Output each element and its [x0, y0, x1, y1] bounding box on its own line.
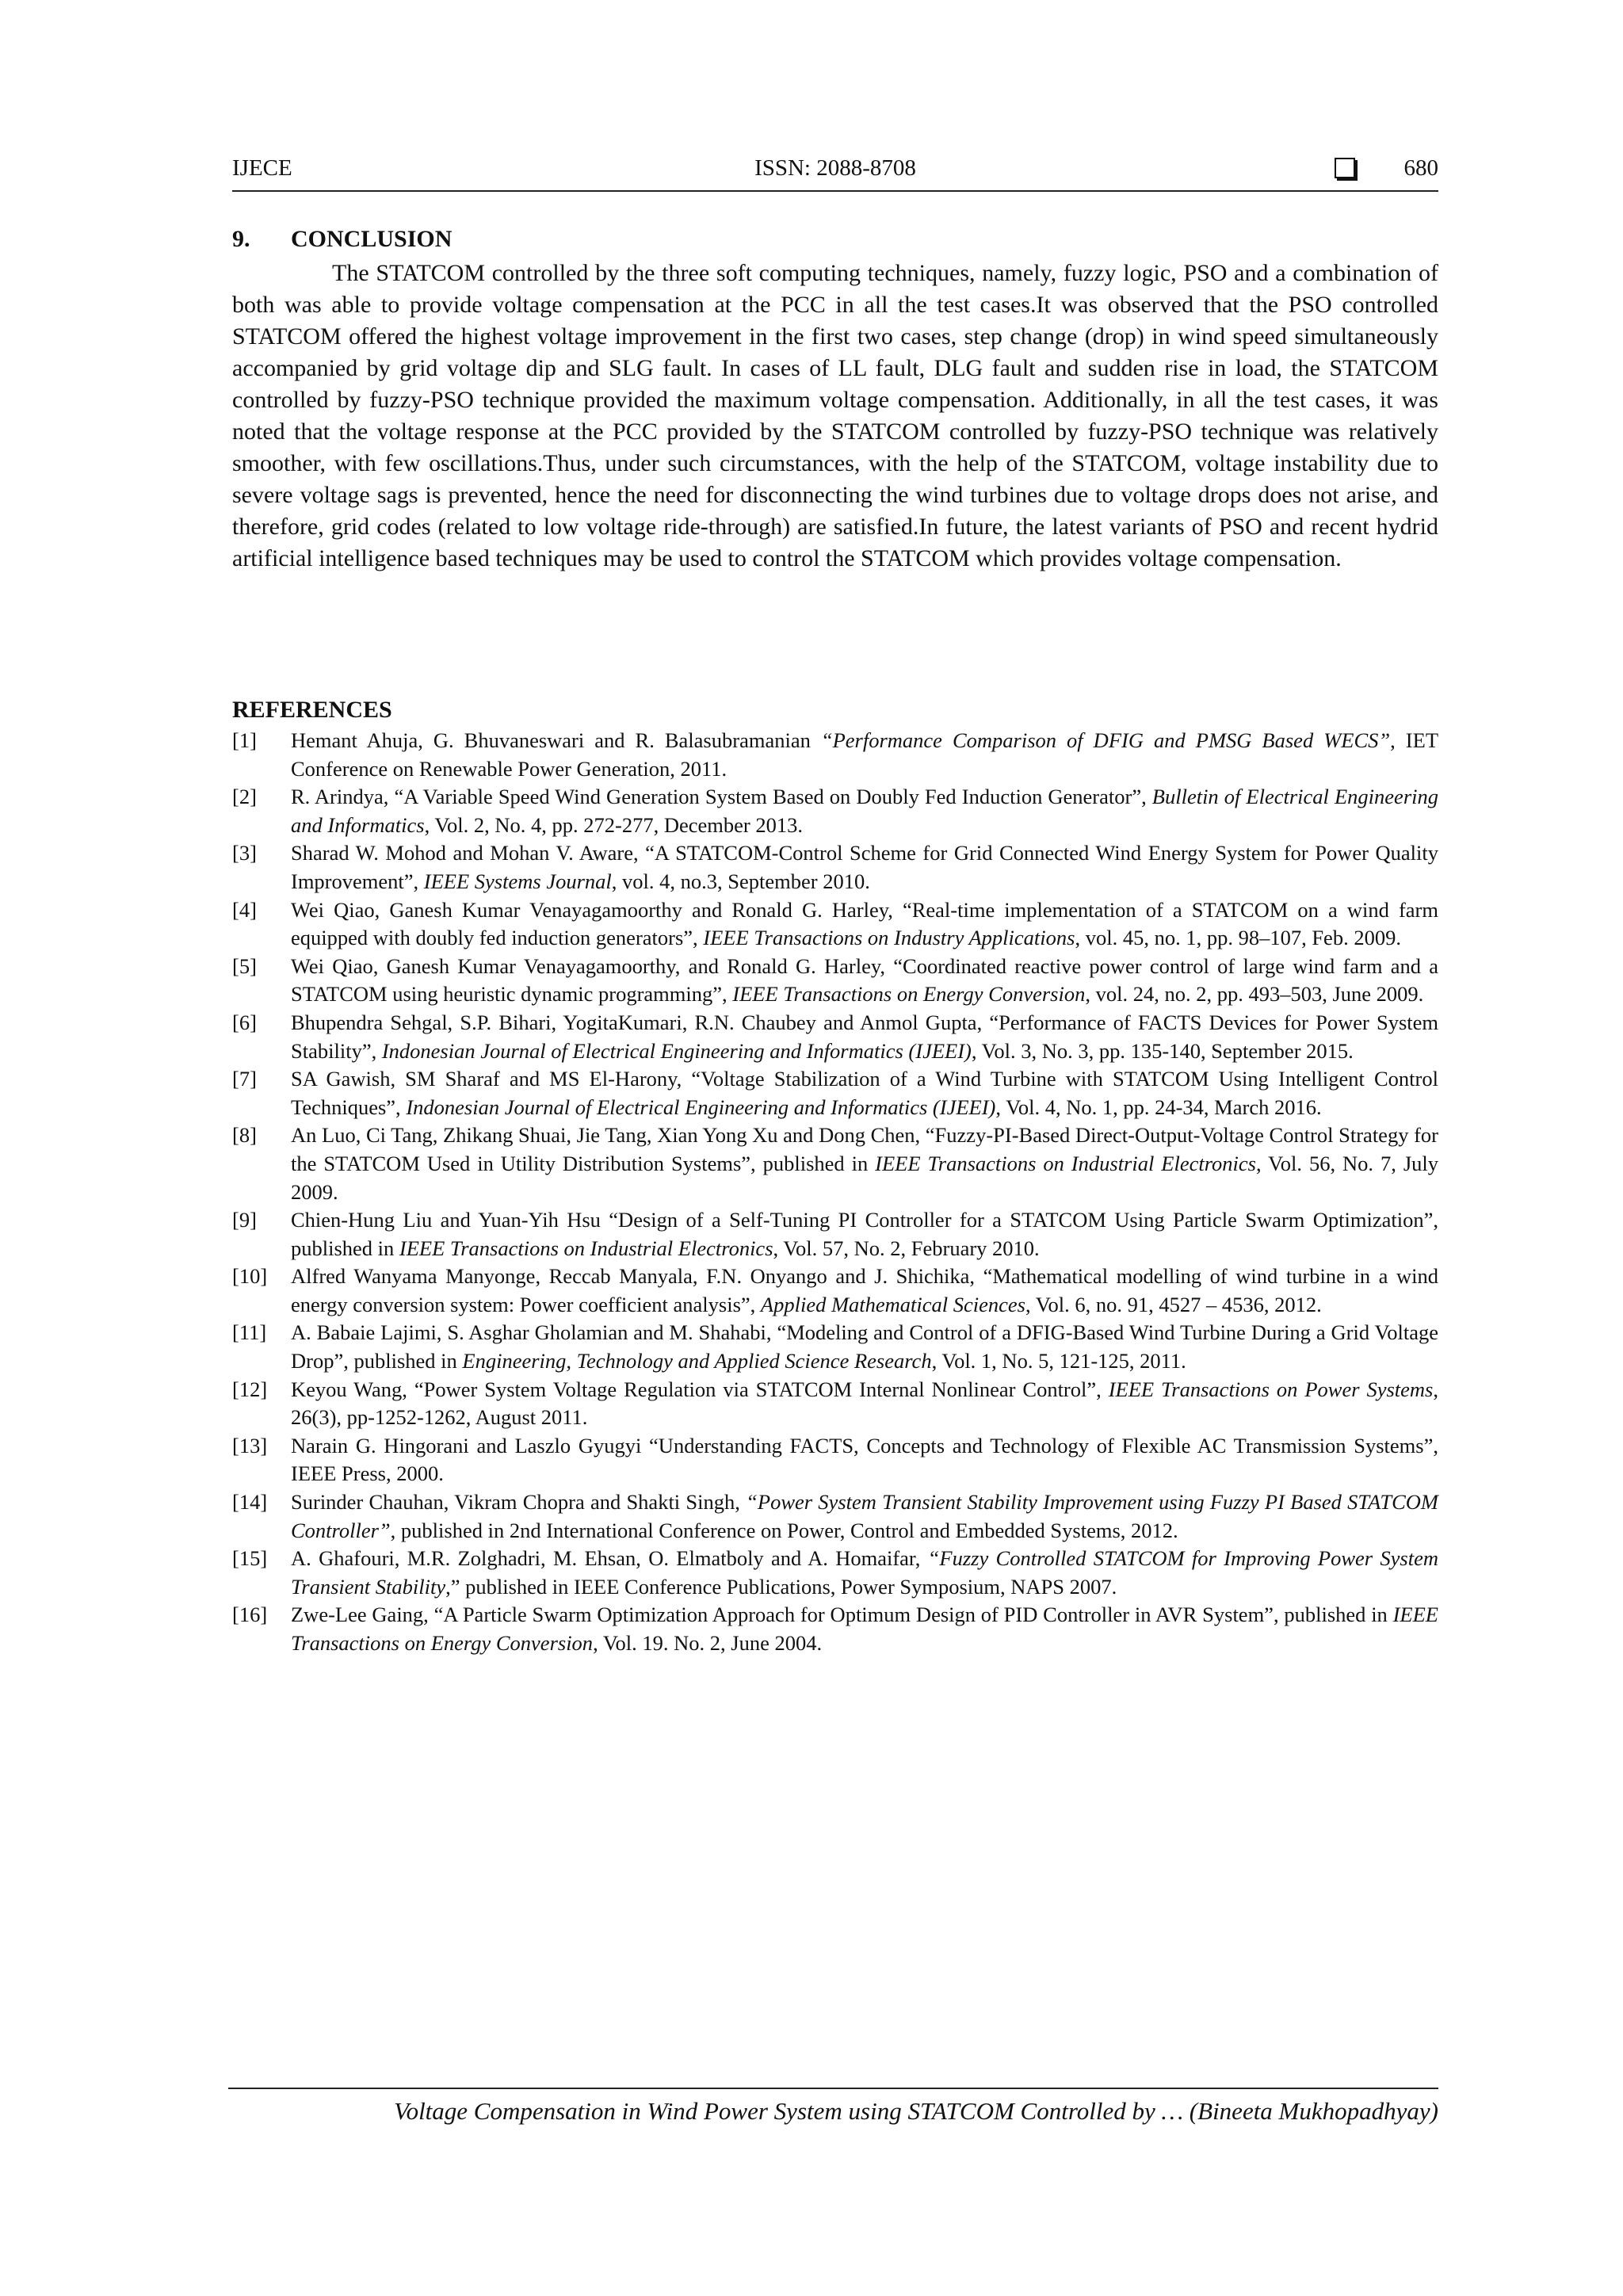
reference-segment: , Vol. 2, No. 4, pp. 272-277, December 2013. [424, 812, 804, 837]
reference-segment: , vol. 45, no. 1, pp. 98–107, Feb. 2009. [1075, 926, 1401, 950]
reference-label: [9] [232, 1208, 257, 1232]
reference-italic-segment: Bulletin of Electrical Engineering and Informatics [291, 785, 1438, 837]
reference-segment: , Vol. 19. No. 2, June 2004. [593, 1631, 823, 1655]
section-number: 9. [232, 226, 250, 252]
reference-segment: , Vol. 3, No. 3, pp. 135-140, September 2015. [971, 1038, 1354, 1063]
issn-number: ISSN: 2088-8708 [754, 155, 916, 181]
section-heading [232, 224, 1438, 254]
reference-text [291, 1263, 1438, 1319]
reference-item [232, 1065, 1438, 1121]
header-right [1335, 155, 1439, 181]
reference-italic-segment: IEEE Transactions on Energy Conversion [291, 1603, 1438, 1655]
reference-item [232, 1432, 1438, 1488]
reference-italic-segment: IEEE Transactions on Industrial Electronics [399, 1236, 773, 1260]
reference-italic-segment: “Performance Comparison of DFIG and PMSG Based WECS” [820, 728, 1391, 752]
reference-item [232, 1488, 1438, 1545]
reference-label: [8] [232, 1123, 257, 1148]
reference-label: [2] [232, 785, 257, 809]
reference-segment: A. Ghafouri, M.R. Zolghadri, M. Ehsan, O. Elmatboly and A. Homaifar, [291, 1546, 928, 1571]
reference-item [232, 1009, 1438, 1065]
reference-item [232, 1376, 1438, 1432]
reference-segment: Hemant Ahuja, G. Bhuvaneswari and R. Balasubramanian [291, 728, 821, 752]
reference-segment: An Luo, Ci Tang, Zhikang Shuai, Jie Tang, Xian Yong Xu and Dong Chen, “Fuzzy-PI-Based Direct-Output-Voltage Control Strategy for the STATCOM Used in Utility Distribution Systems”, published in [291, 1123, 1438, 1175]
reference-segment: , Vol. 6, no. 91, 4527 – 4536, 2012. [1025, 1292, 1322, 1316]
reference-segment: Keyou Wang, “Power System Voltage Regulation via STATCOM Internal Nonlinear Control”, [291, 1377, 1109, 1401]
reference-text [291, 896, 1438, 953]
reference-label: [5] [232, 953, 257, 978]
reference-segment: , IET Conference on Renewable Power Generation, 2011. [291, 728, 1439, 781]
reference-segment: , Vol. 1, No. 5, 121-125, 2011. [931, 1349, 1186, 1373]
reference-item [232, 1319, 1438, 1375]
reference-item [232, 896, 1438, 953]
references-section [232, 695, 1438, 1658]
reference-item [232, 1601, 1438, 1657]
conclusion-paragraph: The STATCOM controlled by the three soft computing techniques, namely, fuzzy logic, PSO and a combination of both was able to provide voltage compensation at the PCC in all the test cases.It was observed that the PSO controlled STATCOM offered the highest voltage improvement in the first two cases, step change (drop) in wind speed simultaneously accompanied by grid voltage dip and SLG fault. In cases of LL fault, DLG fault and sudden rise in load, the STATCOM controlled by fuzzy-PSO technique provided the maximum voltage compensation. Additionally, in all the test cases, it was noted that the voltage response at the PCC provided by the STATCOM controlled by fuzzy-PSO technique was relatively smoother, with few oscillations.Thus, under such circumstances, with the help of the STATCOM, voltage instability due to severe voltage sags is prevented, hence the need for disconnecting the wind turbines due to voltage drops does not arise, and therefore, grid codes (related to low voltage ride-through) are satisfied.In future, the latest variants of PSO and recent hydrid artificial intelligence based techniques may be used to control the STATCOM which provides voltage compensation. [232, 260, 1438, 571]
reference-segment: ,” published in IEEE Conference Publications, Power Symposium, NAPS 2007. [445, 1574, 1117, 1599]
reference-segment: , 26(3), pp-1252-1262, August 2011. [291, 1377, 1438, 1430]
reference-segment: Bhupendra Sehgal, S.P. Bihari, YogitaKumari, R.N. Chaubey and Anmol Gupta, “Performance of FACTS Devices for Power System Stability”, [291, 1010, 1438, 1063]
running-footer: Voltage Compensation in Wind Power System using STATCOM Controlled by … (Bineeta Mukhopadhyay) [228, 2088, 1438, 2126]
reference-segment: Zwe-Lee Gaing, “A Particle Swarm Optimization Approach for Optimum Design of PID Controller in AVR System”, published in [291, 1603, 1393, 1627]
reference-text [291, 1601, 1438, 1657]
reference-text [291, 783, 1438, 839]
reference-text [291, 953, 1438, 1009]
reference-text [291, 1545, 1438, 1601]
reference-label: [4] [232, 897, 257, 922]
reference-italic-segment: IEEE Systems Journal [423, 869, 612, 893]
reference-italic-segment: IEEE Transactions on Industry Applications [703, 926, 1075, 950]
reference-text [291, 1319, 1438, 1375]
reference-italic-segment: Indonesian Journal of Electrical Engineering and Informatics (IJEEI) [406, 1095, 996, 1119]
reference-item [232, 953, 1438, 1009]
reference-item [232, 727, 1438, 783]
reference-text [291, 1376, 1438, 1432]
reference-segment: Wei Qiao, Ganesh Kumar Venayagamoorthy and Ronald G. Harley, “Real-time implementation of a STATCOM on a wind farm equipped with doubly fed induction generators”, [291, 897, 1438, 950]
reference-label: [16] [232, 1603, 268, 1627]
reference-item [232, 783, 1438, 839]
reference-text [291, 1121, 1438, 1206]
reference-text [291, 1206, 1438, 1263]
checkbox-square-icon [1335, 158, 1355, 178]
reference-segment: Sharad W. Mohod and Mohan V. Aware, “A STATCOM-Control Scheme for Grid Connected Wind Energy System for Power Quality Improvement”, [291, 841, 1438, 893]
reference-label: [12] [232, 1377, 268, 1401]
reference-item [232, 1121, 1438, 1206]
reference-text [291, 1432, 1438, 1488]
reference-segment: R. Arindya, “A Variable Speed Wind Generation System Based on Doubly Fed Induction Generator”, [291, 785, 1152, 809]
reference-label: [1] [232, 728, 257, 752]
reference-item [232, 1206, 1438, 1263]
reference-label: [11] [232, 1320, 267, 1345]
reference-text [291, 727, 1438, 783]
reference-italic-segment: Engineering, Technology and Applied Science Research [462, 1349, 932, 1373]
reference-segment: , vol. 4, no.3, September 2010. [611, 869, 870, 893]
section-title: CONCLUSION [291, 226, 453, 252]
reference-segment: Chien-Hung Liu and Yuan-Yih Hsu “Design of a Self-Tuning PI Controller for a STATCOM Using Particle Swarm Optimization”, published in [291, 1208, 1438, 1260]
reference-label: [14] [232, 1490, 268, 1515]
reference-text [291, 839, 1438, 896]
reference-segment: Surinder Chauhan, Vikram Chopra and Shakti Singh, [291, 1490, 747, 1515]
reference-segment: , Vol. 4, No. 1, pp. 24-34, March 2016. [995, 1095, 1322, 1119]
reference-segment: Narain G. Hingorani and Laszlo Gyugyi “Understanding FACTS, Concepts and Technology of Flexible AC Transmission Systems”, IEEE Press, 2000. [291, 1433, 1438, 1486]
reference-item [232, 1545, 1438, 1601]
reference-italic-segment: “Power System Transient Stability Improvement using Fuzzy PI Based STATCOM Controller” [291, 1490, 1438, 1542]
reference-label: [10] [232, 1264, 268, 1289]
reference-italic-segment: IEEE Transactions on Power Systems [1108, 1377, 1434, 1401]
page-number: 680 [1403, 155, 1438, 181]
reference-segment: , published in 2nd International Conference on Power, Control and Embedded Systems, 2012. [390, 1518, 1178, 1542]
running-header [232, 155, 1438, 192]
reference-item [232, 839, 1438, 896]
reference-italic-segment: Indonesian Journal of Electrical Engineering and Informatics (IJEEI) [381, 1038, 972, 1063]
reference-list [232, 727, 1438, 1658]
reference-text [291, 1009, 1438, 1065]
reference-italic-segment: IEEE Transactions on Industrial Electronics [875, 1151, 1256, 1175]
journal-name: IJECE [232, 155, 292, 181]
reference-segment: , Vol. 57, No. 2, February 2010. [773, 1236, 1040, 1260]
reference-segment: , Vol. 56, No. 7, July 2009. [291, 1151, 1438, 1204]
reference-segment: , vol. 24, no. 2, pp. 493–503, June 2009. [1085, 982, 1424, 1007]
reference-text [291, 1488, 1438, 1545]
reference-segment: A. Babaie Lajimi, S. Asghar Gholamian and M. Shahabi, “Modeling and Control of a DFIG-Based Wind Turbine During a Grid Voltage Drop”, published in [291, 1320, 1438, 1373]
conclusion-section [232, 224, 1438, 575]
reference-segment: Wei Qiao, Ganesh Kumar Venayagamoorthy, and Ronald G. Harley, “Coordinated reactive power control of large wind farm and a STATCOM using heuristic dynamic programming”, [291, 953, 1438, 1007]
references-heading: REFERENCES [232, 697, 392, 723]
reference-label: [6] [232, 1010, 257, 1034]
reference-text [291, 1065, 1438, 1121]
reference-italic-segment: IEEE Transactions on Energy Conversion [732, 982, 1086, 1007]
reference-italic-segment: Applied Mathematical Sciences [760, 1292, 1025, 1316]
reference-italic-segment: “Fuzzy Controlled STATCOM for Improving Power System Transient Stability [291, 1546, 1438, 1599]
reference-segment: Alfred Wanyama Manyonge, Reccab Manyala, F.N. Onyango and J. Shichika, “Mathematical modelling of wind turbine in a wind energy conversion system: Power coefficient analysis”, [291, 1264, 1438, 1316]
reference-item [232, 1263, 1438, 1319]
reference-segment: SA Gawish, SM Sharaf and MS El-Harony, “Voltage Stabilization of a Wind Turbine with STATCOM Using Intelligent Control Techniques”, [291, 1067, 1438, 1119]
reference-label: [7] [232, 1067, 257, 1091]
reference-label: [13] [232, 1433, 268, 1457]
reference-label: [15] [232, 1546, 268, 1571]
reference-label: [3] [232, 841, 257, 865]
